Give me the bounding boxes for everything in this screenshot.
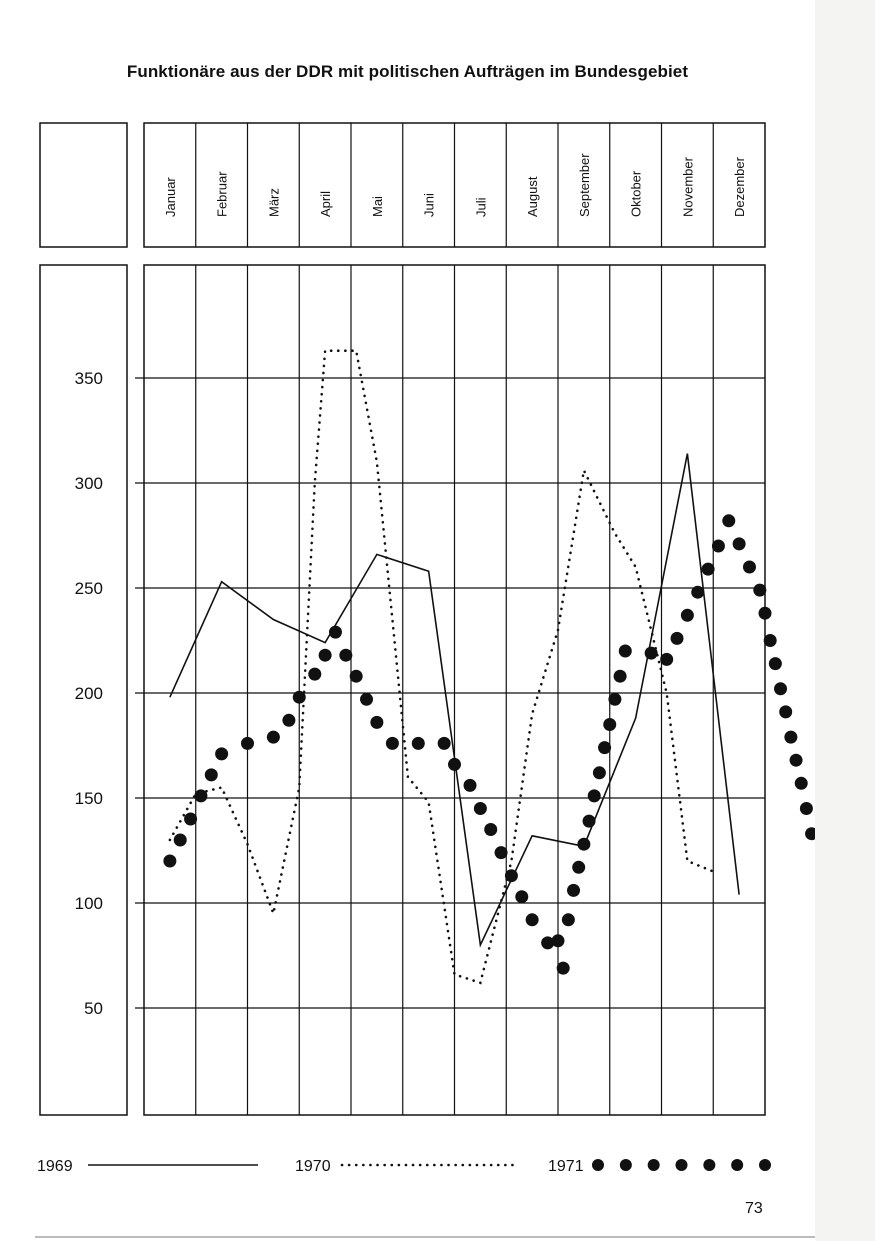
data-point-1971 [448,758,461,771]
data-point-1971 [241,737,254,750]
month-label: September [576,153,592,217]
y-axis [75,369,103,1018]
data-point-1971 [774,682,787,695]
page-edge-line [35,1236,815,1238]
legend-label-1971: 1971 [548,1158,584,1175]
data-point-1971 [598,741,611,754]
data-point-1971 [339,649,352,662]
data-point-1971 [779,705,792,718]
data-point-1971 [495,846,508,859]
data-point-1971 [759,607,772,620]
data-point-1971 [552,934,565,947]
y-tick-label: 200 [74,684,103,703]
month-label: Januar [162,177,178,217]
legend-swatch-1971 [592,1159,604,1171]
data-point-1971 [671,632,684,645]
data-point-1971 [526,913,539,926]
data-point-1971 [572,861,585,874]
month-label: April [318,190,334,217]
data-point-1971 [603,718,616,731]
y-tick-label: 100 [74,894,103,913]
legend-swatch-1971 [731,1159,743,1171]
data-point-1971 [577,838,590,851]
data-point-1971 [583,815,596,828]
header-left-box [40,123,127,247]
month-label: Mai [369,196,385,217]
data-point-1971 [184,813,197,826]
data-point-1971 [329,626,342,639]
month-label: Juli [473,197,489,217]
month-label: August [525,176,541,217]
data-point-1971 [588,789,601,802]
data-point-1971 [619,645,632,658]
legend-swatch-1971 [620,1159,632,1171]
data-point-1971 [163,855,176,868]
data-point-1971 [205,768,218,781]
chart-title: Funktionäre aus der DDR mit politischen Aufträgen im Bundesgebiet [126,62,689,81]
data-point-1971 [691,586,704,599]
data-point-1971 [360,693,373,706]
legend-label-1970: 1970 [295,1158,331,1175]
data-point-1971 [712,540,725,553]
month-label: Februar [214,171,230,217]
data-point-1971 [800,802,813,815]
data-point-1971 [784,731,797,744]
legend [37,1158,771,1175]
data-point-1971 [474,802,487,815]
data-point-1971 [350,670,363,683]
y-tick-label: 350 [74,369,103,388]
data-point-1971 [412,737,425,750]
data-point-1971 [743,561,756,574]
data-point-1971 [293,691,306,704]
data-point-1971 [614,670,627,683]
data-point-1971 [464,779,477,792]
data-point-1971 [645,647,658,660]
series-1971 [163,514,815,974]
data-point-1971 [790,754,803,767]
month-label: Oktober [628,170,644,217]
y-tick-label: 150 [74,789,103,808]
month-label: November [680,157,696,217]
data-point-1971 [660,653,673,666]
data-point-1971 [567,884,580,897]
series-layer [163,351,815,983]
legend-label-1969: 1969 [37,1158,73,1175]
data-point-1971 [319,649,332,662]
data-point-1971 [215,747,228,760]
y-tick-label: 250 [74,579,103,598]
legend-swatch-1971 [759,1159,771,1171]
legend-swatch-1971 [676,1159,688,1171]
plot-grid [40,265,765,1115]
y-tick-label: 300 [74,474,103,493]
data-point-1971 [386,737,399,750]
legend-swatch-1971 [648,1159,660,1171]
data-point-1971 [282,714,295,727]
data-point-1971 [795,777,808,790]
y-tick-label: 50 [84,999,103,1018]
month-label: März [266,188,282,217]
data-point-1971 [681,609,694,622]
data-point-1971 [562,913,575,926]
month-header-grid [40,123,765,247]
data-point-1971 [769,657,782,670]
data-point-1971 [557,962,570,975]
data-point-1971 [764,634,777,647]
data-point-1971 [484,823,497,836]
data-point-1971 [267,731,280,744]
data-point-1971 [515,890,528,903]
data-point-1971 [370,716,383,729]
data-point-1971 [174,834,187,847]
data-point-1971 [438,737,451,750]
page-number: 73 [745,1200,763,1217]
month-label: Juni [421,193,437,217]
data-point-1971 [805,827,815,840]
legend-swatch-1971 [703,1159,715,1171]
data-point-1971 [505,869,518,882]
data-point-1971 [308,668,321,681]
data-point-1971 [722,514,735,527]
data-point-1971 [753,584,766,597]
data-point-1971 [593,766,606,779]
month-label: Dezember [732,157,748,217]
data-point-1971 [608,693,621,706]
data-point-1971 [702,563,715,576]
data-point-1971 [733,537,746,550]
data-point-1971 [194,789,207,802]
